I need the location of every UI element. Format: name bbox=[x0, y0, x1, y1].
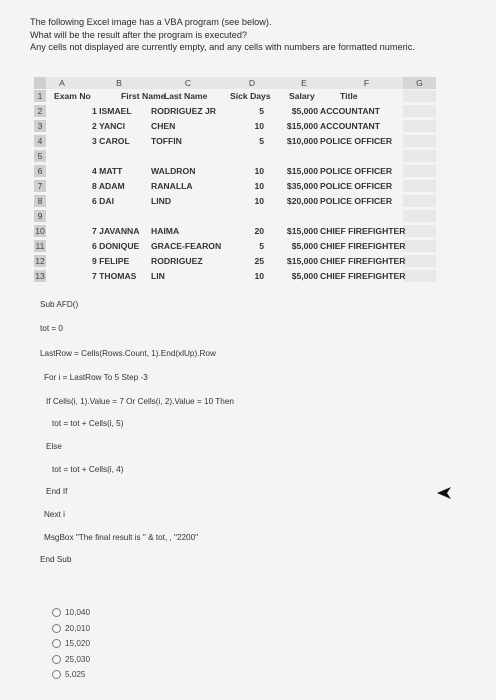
answer-option[interactable] bbox=[52, 608, 90, 617]
code-for-loop: For i = LastRow To 5 Step -3 bbox=[44, 373, 148, 382]
cell-sick-days: 10 bbox=[254, 181, 264, 191]
column-header-d: D bbox=[248, 78, 256, 88]
code-next: Next i bbox=[44, 510, 65, 519]
cell-title: POLICE OFFICER bbox=[320, 136, 393, 146]
cell-last-name: GRACE-FEARON bbox=[151, 241, 222, 251]
cell-salary: $15,000 bbox=[286, 121, 318, 131]
code-end-sub: End Sub bbox=[40, 555, 72, 564]
column-g-cell bbox=[403, 120, 436, 132]
cell-title: ACCOUNTANT bbox=[320, 106, 380, 116]
cell-last-name: LIND bbox=[151, 196, 172, 206]
answer-option[interactable] bbox=[52, 670, 86, 679]
column-header-f: F bbox=[363, 78, 370, 88]
answer-option-label: 10,040 bbox=[65, 608, 91, 617]
answer-option[interactable] bbox=[52, 655, 90, 664]
code-lastrow: LastRow = Cells(Rows.Count, 1).End(xlUp).Row bbox=[40, 349, 216, 358]
code-else: Else bbox=[46, 442, 62, 451]
cell-last-name: RODRIGUEZ JR bbox=[151, 106, 216, 116]
cell-salary: $20,000 bbox=[286, 196, 318, 206]
row-number: 12 bbox=[35, 256, 45, 266]
cell-last-name: CHEN bbox=[151, 121, 176, 131]
radio-button-icon[interactable] bbox=[52, 670, 61, 679]
row-number: 10 bbox=[35, 226, 45, 236]
cell-first-name: 4 MATT bbox=[92, 166, 123, 176]
cell-last-name: WALDRON bbox=[151, 166, 196, 176]
cell-last-name: HAIMA bbox=[151, 226, 180, 236]
answer-option-label: 20,010 bbox=[65, 623, 91, 633]
header-cell-sick-days: Sick Days bbox=[230, 91, 271, 101]
cell-first-name: 9 FELIPE bbox=[92, 256, 130, 266]
question-text bbox=[30, 16, 415, 54]
radio-button-icon[interactable] bbox=[52, 624, 61, 633]
row-number: 3 bbox=[34, 120, 46, 132]
cell-title: POLICE OFFICER bbox=[320, 166, 393, 176]
cell-last-name: TOFFIN bbox=[151, 136, 182, 146]
column-header-e: E bbox=[301, 78, 307, 88]
cell-sick-days: 25 bbox=[254, 256, 264, 266]
header-cell-salary: Salary bbox=[289, 91, 315, 101]
question-line-3: Any cells not displayed are currently empty, and any cells with numbers are formatted numeric. bbox=[30, 42, 415, 52]
cell-title: CHIEF FIREFIGHTER bbox=[320, 256, 406, 266]
cell-salary: $5,000 bbox=[291, 241, 318, 251]
answer-option-label: 5,025 bbox=[65, 670, 86, 679]
column-g-cell bbox=[403, 105, 436, 117]
column-g-cell bbox=[403, 255, 436, 267]
code-if: If Cells(i, 1).Value = 7 Or Cells(i, 2).Value = 10 Then bbox=[46, 397, 234, 406]
cell-salary: $15,000 bbox=[286, 166, 318, 176]
column-header-b: B bbox=[116, 78, 122, 88]
column-g-cell bbox=[403, 180, 436, 192]
row-number: 1 bbox=[34, 90, 46, 102]
column-g-cell bbox=[403, 135, 436, 147]
question-line-2: What will be the result after the program is executed? bbox=[30, 29, 248, 40]
header-cell-title: Title bbox=[340, 91, 358, 101]
column-g-cell bbox=[403, 195, 436, 207]
cell-first-name: 7 THOMAS bbox=[92, 271, 137, 281]
select-all-corner bbox=[34, 77, 46, 89]
row-number: 6 bbox=[34, 165, 46, 177]
code-msgbox: MsgBox "The final result is " & tot, , "2200" bbox=[44, 533, 199, 542]
cell-salary: $10,000 bbox=[286, 136, 318, 146]
cell-sick-days: 10 bbox=[254, 166, 264, 176]
cell-title: ACCOUNTANT bbox=[320, 121, 380, 131]
cell-sick-days: 5 bbox=[259, 241, 264, 251]
radio-button-icon[interactable] bbox=[52, 639, 61, 648]
cell-sick-days: 10 bbox=[254, 196, 264, 206]
column-g-cell bbox=[403, 150, 436, 162]
cell-first-name: 6 DAI bbox=[92, 196, 114, 206]
cell-title: POLICE OFFICER bbox=[320, 181, 393, 191]
answer-option[interactable] bbox=[52, 624, 90, 633]
cell-sick-days: 10 bbox=[254, 271, 264, 281]
cell-salary: $15,000 bbox=[286, 256, 318, 266]
column-g-cell bbox=[403, 270, 436, 282]
mouse-cursor-icon bbox=[436, 486, 452, 500]
cell-first-name: 6 DONIQUE bbox=[92, 241, 140, 251]
cell-first-name: 7 JAVANNA bbox=[92, 226, 140, 236]
question-line-1: The following Excel image has a VBA program (see below). bbox=[30, 17, 272, 27]
radio-button-icon[interactable] bbox=[52, 655, 61, 664]
cell-last-name: RANALLA bbox=[151, 181, 193, 191]
column-g-cell bbox=[403, 165, 436, 177]
code-sub-line: Sub AFD() bbox=[40, 300, 79, 309]
row-number: 11 bbox=[35, 241, 45, 251]
column-g-cell bbox=[403, 210, 436, 222]
cell-first-name: 8 ADAM bbox=[92, 181, 125, 191]
cell-sick-days: 10 bbox=[254, 121, 264, 131]
cell-salary: $5,000 bbox=[291, 271, 318, 281]
column-header-a: A bbox=[59, 78, 65, 88]
header-cell-last-name: Last Name bbox=[164, 91, 208, 101]
row-number: 13 bbox=[35, 271, 45, 281]
cell-last-name: RODRIGUEZ bbox=[151, 256, 203, 266]
column-g-cell bbox=[403, 225, 436, 237]
row-number: 5 bbox=[34, 150, 46, 162]
code-tot-init: tot = 0 bbox=[40, 324, 63, 333]
code-then-branch: tot = tot + Cells(i, 5) bbox=[52, 419, 124, 428]
cell-salary: $15,000 bbox=[286, 226, 318, 236]
radio-button-icon[interactable] bbox=[52, 608, 61, 617]
header-cell-exam-no: Exam No bbox=[54, 91, 91, 101]
header-cell-first-name: First Name bbox=[121, 91, 166, 101]
answer-option-label: 15,020 bbox=[65, 639, 91, 648]
answer-option-label: 25,030 bbox=[65, 654, 91, 664]
cell-first-name: 2 YANCI bbox=[92, 121, 125, 131]
column-header-g: G bbox=[416, 78, 423, 88]
row-number: 2 bbox=[34, 105, 46, 117]
cell-sick-days: 5 bbox=[259, 136, 264, 146]
code-else-branch: tot = tot + Cells(i, 4) bbox=[52, 465, 124, 474]
cell-sick-days: 20 bbox=[254, 226, 264, 236]
column-g-cell bbox=[403, 240, 436, 252]
row-number: 7 bbox=[34, 180, 46, 192]
column-g-cell bbox=[403, 90, 436, 102]
cell-last-name: LIN bbox=[151, 271, 165, 281]
cell-first-name: 3 CAROL bbox=[92, 136, 130, 146]
row-number: 9 bbox=[34, 210, 46, 222]
cell-first-name: 1 ISMAEL bbox=[92, 106, 132, 116]
row-number: 4 bbox=[34, 135, 46, 147]
cell-salary: $35,000 bbox=[286, 181, 318, 191]
cell-sick-days: 5 bbox=[259, 106, 264, 116]
code-end-if: End If bbox=[46, 487, 68, 496]
cell-title: CHIEF FIREFIGHTER bbox=[320, 271, 406, 281]
answer-option[interactable] bbox=[52, 639, 90, 648]
column-header-c: C bbox=[184, 78, 192, 88]
cell-title: CHIEF FIREFIGHTER bbox=[320, 226, 406, 236]
row-number: 8 bbox=[34, 195, 46, 207]
cell-salary: $5,000 bbox=[291, 106, 318, 116]
cell-title: CHIEF FIREFIGHTER bbox=[320, 241, 406, 251]
cell-title: POLICE OFFICER bbox=[320, 196, 393, 206]
